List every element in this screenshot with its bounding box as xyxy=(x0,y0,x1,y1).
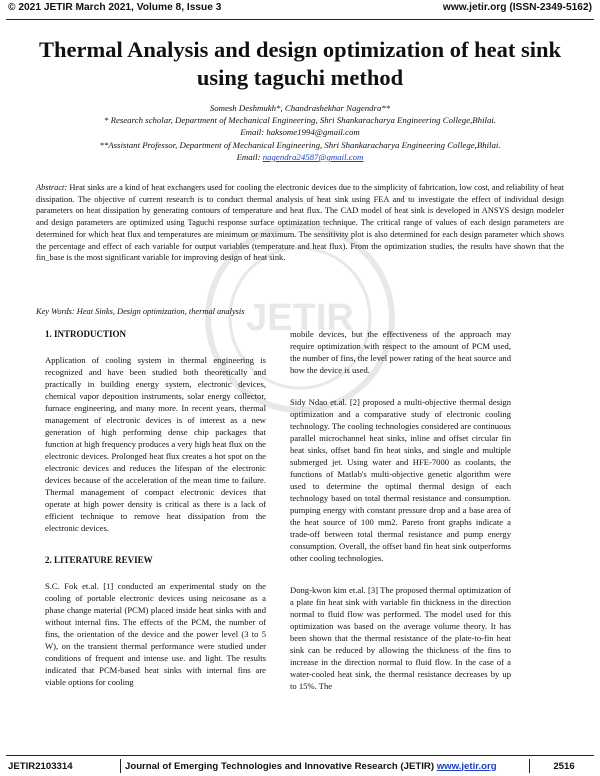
col2-paragraph-1: mobile devices, but the effectiveness of the approach may require optimization with respect to the amount of PCM used, the number of fins, the level power rating of the heat source and how the device is used. xyxy=(290,329,511,375)
email-1: Email: haksome1994@gmail.com xyxy=(240,127,360,138)
email-2-link[interactable]: nagendra24587@gmail.com xyxy=(262,151,364,162)
col2-paragraph-2: Sidy Ndao et.al. [2] proposed a multi-objective thermal design optimization and a comparative study of electronic cooling technology. The cooling technologies considered are continuous parallel microchannel heat sinks, inline and offset circular fin heat sinks, offset band fin heat sinks, and single and multiple submerged jet. Using water and HFE-7000 as coolants, the functions of Matlab's multi-objective genetic algorithm were used to determine the optimal thermal design of each technology based on total thermal resistance and consumption. pumping energy with constant pressure drop and a base area of the heat source of 100 mm2. Pareto front graphs indicate a trade-off between total thermal resistance and pump energy consumption. Overall, the offset band fin heat sink outperforms other cooling technologies. xyxy=(290,397,511,563)
column-left xyxy=(45,328,266,688)
footer-page-number: 2516 xyxy=(553,760,575,772)
intro-text: Application of cooling system in thermal engineering is recognized and have been studied both theoretically and practically in building energy system, electronic devices, chemical vapor deposition instruments, solar energy collector, furnace engineering, and many more. In recent years, thermal management of electronic devices is of interest as a new generation of high performing dense chip packages that function at high frequency produces a very high heat flux on the electronic devices. Prolonged heat flux creates a hot spot on the electronic devices and reduces the lifespan of the electronic devices because of the acceleration of the mean time to failure. Thermal management of compact electronic devices that operate at high power density is critical as there is a lack of efficient technique to remove heat dissipation from the electronic devices. xyxy=(45,355,266,533)
email-2-line xyxy=(20,151,580,163)
page-header xyxy=(8,2,592,18)
abstract xyxy=(36,182,564,264)
header-right: www.jetir.org (ISSN-2349-5162) xyxy=(442,2,592,13)
lit-text: S.C. Fok et.al. [1] conducted an experimental study on the cooling of portable electronic devices using neicosane as a phase change material (PCM) placed inside heat sinks with and without internal fins. The effects of the PCM, the number of fins, the orientation of the device and the power level (3 to 5 W), on the transient thermal performance were studied under conditions of frequent and intense use. and light. The results indicated that PCM-based heat sinks with internal fins are viable options for cooling xyxy=(45,581,266,687)
abstract-label: Abstract: xyxy=(36,183,68,192)
watermark-text: JETIR xyxy=(246,297,354,339)
footer-rule xyxy=(6,755,594,756)
author-block xyxy=(20,102,580,163)
footer-journal xyxy=(125,761,525,772)
abstract-text: Heat sinks are a kind of heat exchangers used for cooling the electronic devices due to the simplicity of fabrication, low cost, and reliability of heat dissipation. The objective of current research is to conduct thermal analysis of heat sink using FEA and to investigate the effect of individual design parameters on heat dissipation by generating contours of temperature and heat flux. The CAD model of heat sink is developed in ANSYS design modeler and design parameters are optimized using Taguchi response surface optimization technique. The critical range of values of each design parameters are determined for which heat flux and temperatures are minimum or maximum. The sensitivity plot is also determined for each design parameter which shows the percentage and effect of each variable for output variables (temperature and heat flux). From the optimization studies, the results have shown that the fin_base is the most significant variable for improving design of heat sink. xyxy=(36,183,565,263)
intro-heading: 1. INTRODUCTION xyxy=(45,329,127,339)
footer-separator xyxy=(529,759,530,773)
header-rule xyxy=(6,19,594,20)
page-footer xyxy=(6,758,594,774)
footer-journal-link[interactable]: www.jetir.org xyxy=(436,760,497,772)
column-right xyxy=(290,328,511,692)
affiliation-2: **Assistant Professor, Department of Mechanical Engineering, Shri Shankaracharya Engineering College,Bhilai. xyxy=(99,139,501,150)
footer-paper-id: JETIR2103314 xyxy=(8,760,73,772)
footer-separator xyxy=(120,759,121,773)
author-names: Somesh Deshmukh*, Chandrashekhar Nagendra** xyxy=(209,103,391,113)
affiliation-1: * Research scholar, Department of Mechanical Engineering, Shri Shankaracharya Engineering College,Bhilai. xyxy=(103,115,497,126)
email-2-label: Email: xyxy=(236,151,261,162)
paper-title: Thermal Analysis and design optimization of heat sink using taguchi method xyxy=(39,37,561,90)
keywords: Key Words: Heat Sinks, Design optimization, thermal analysis xyxy=(36,307,245,316)
footer-journal-text: Journal of Emerging Technologies and Innovative Research (JETIR) xyxy=(125,760,435,772)
col2-paragraph-3: Dong-kwon kim et.al. [3] The proposed thermal optimization of a plate fin heat sink with variable fin thickness in the direction normal to fluid flow was performed. The model used for this optimization was based on the average volume theory. It has been shown that the thermal resistance of the plate-to-fin heat sink can be reduced by allowing the thickness of the fins to increase in the direction normal to fluid flow. In the case of a water-cooled heat sink, the thermal resistance decreases by up to 15%. The xyxy=(290,585,511,691)
lit-heading: 2. LITERATURE REVIEW xyxy=(45,555,153,565)
header-left: © 2021 JETIR March 2021, Volume 8, Issue 3 xyxy=(8,2,222,13)
